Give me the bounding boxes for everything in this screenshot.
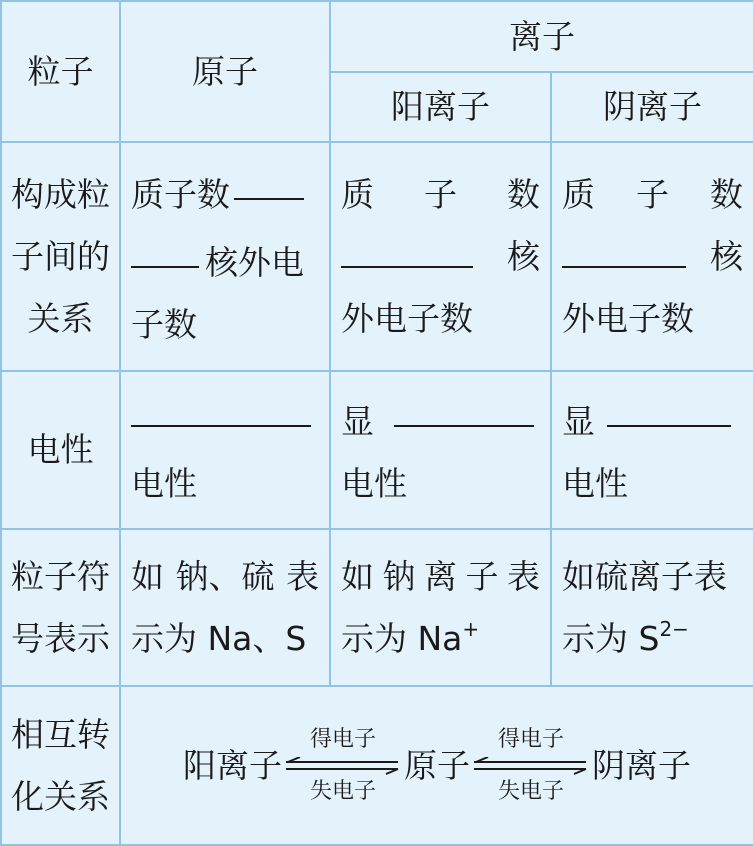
cell-text: 核外电 <box>205 242 304 282</box>
label-line: 相互转 <box>11 714 110 754</box>
cation-relation-cell <box>330 142 551 371</box>
charge-superscript: + <box>462 616 480 641</box>
answer-blank[interactable] <box>131 226 199 268</box>
arrow-label-lose: 失电子 <box>309 778 376 804</box>
cell-text: 如硫离子表 <box>562 556 727 596</box>
cell-text: 钠、硫 <box>175 556 275 596</box>
cell-text: 示为 Na、S <box>131 618 307 658</box>
cell-text: 表 <box>507 556 540 596</box>
conv-cation: 阳离子 <box>183 745 282 785</box>
anion-relation-cell <box>551 142 753 371</box>
cell-text: 示为 Na <box>341 618 463 658</box>
header-particle: 粒子 <box>1 1 120 142</box>
cell-text: 数 <box>710 174 743 214</box>
cell-text: 显 <box>341 402 374 441</box>
row-label-conversion <box>1 686 120 845</box>
answer-blank[interactable] <box>394 385 534 427</box>
cell-text: 子数 <box>131 304 197 344</box>
cell-text: 数 <box>507 174 540 214</box>
label-line: 号表示 <box>11 618 110 658</box>
label-line: 化关系 <box>11 776 110 816</box>
row-label-charge: 电性 <box>1 371 120 529</box>
anion-symbol-cell <box>551 529 753 686</box>
label-line: 构成粒 <box>11 174 110 214</box>
conv-atom: 原子 <box>404 745 470 785</box>
answer-blank[interactable] <box>562 226 686 268</box>
atom-symbol-cell <box>120 529 330 686</box>
cell-text: 电性 <box>562 464 628 503</box>
cell-text: 如 <box>131 556 164 596</box>
reversible-arrow <box>284 721 402 811</box>
arrow-label-gain: 得电子 <box>497 726 564 752</box>
cell-text: 电性 <box>341 464 407 503</box>
cell-text: 核 <box>710 236 743 276</box>
label-line: 粒子符 <box>11 556 110 596</box>
conversion-cell <box>120 686 753 845</box>
cell-text: 质 <box>341 174 374 214</box>
header-cation: 阳离子 <box>330 72 551 142</box>
cell-text: 显 <box>562 402 595 441</box>
equilibrium-arrow-icon <box>284 757 402 775</box>
answer-blank[interactable] <box>234 158 304 200</box>
conv-anion: 阴离子 <box>592 745 691 785</box>
cell-text: 核 <box>507 236 540 276</box>
cation-charge-cell <box>330 371 551 529</box>
cation-symbol-cell <box>330 529 551 686</box>
arrow-label-lose: 失电子 <box>497 778 564 804</box>
cell-text: 子 <box>636 174 669 214</box>
cell-text: 子 <box>465 556 499 596</box>
atom-relation-cell <box>120 142 330 371</box>
conversion-diagram <box>121 721 753 811</box>
cell-text: 离 <box>424 556 457 596</box>
charge-superscript: 2− <box>659 616 689 641</box>
answer-blank[interactable] <box>607 385 731 427</box>
label-line: 子间的 <box>11 236 110 276</box>
cell-text: 钠 <box>382 556 416 596</box>
header-ion: 离子 <box>330 1 753 72</box>
cell-text: 外电子数 <box>562 298 694 338</box>
cell-text: 示为 S <box>562 618 660 658</box>
row-label-relation <box>1 142 120 371</box>
cell-text: 质 <box>562 174 595 214</box>
header-anion: 阴离子 <box>551 72 753 142</box>
answer-blank[interactable] <box>131 385 311 427</box>
anion-charge-cell <box>551 371 753 529</box>
atom-charge-cell <box>120 371 330 529</box>
cell-text: 质子数 <box>131 174 230 214</box>
header-atom: 原子 <box>120 1 330 142</box>
reversible-arrow <box>472 721 590 811</box>
cell-text: 子 <box>424 174 457 214</box>
arrow-label-gain: 得电子 <box>309 726 376 752</box>
cell-text: 表 <box>286 556 319 596</box>
cell-text: 外电子数 <box>341 298 473 338</box>
cell-text: 如 <box>341 556 374 596</box>
cell-text: 电性 <box>131 464 197 503</box>
label-line: 关系 <box>27 298 94 338</box>
answer-blank[interactable] <box>341 226 473 268</box>
equilibrium-arrow-icon <box>472 757 590 775</box>
row-label-symbol <box>1 529 120 686</box>
